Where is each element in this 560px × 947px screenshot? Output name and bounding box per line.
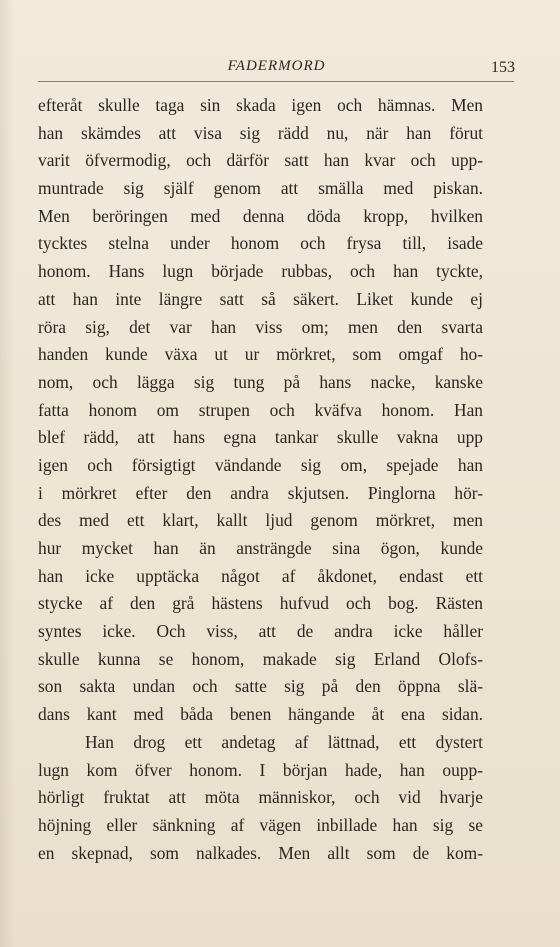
text-line: han icke upptäcka något af åkdonet, endast ett: [38, 565, 483, 586]
text-line: han skämdes att visa sig rädd nu, när han förut: [38, 122, 483, 143]
header-rule: [38, 81, 514, 82]
text-line: i mörkret efter den andra skjutsen. Pinglorna hör-: [38, 482, 483, 503]
text-line: en skepnad, som nalkades. Men allt som de kom-: [38, 842, 483, 863]
text-line: igen och försigtigt vändande sig om, spejade han: [38, 454, 483, 475]
text-line: lugn kom öfver honom. I början hade, han oupp-: [38, 759, 483, 780]
text-line: att han inte längre satt så säkert. Liket kunde ej: [38, 288, 483, 309]
text-line: muntrade sig själf genom att smälla med piskan.: [38, 178, 483, 199]
body-text: [38, 92, 483, 867]
running-head: FADERMORD: [227, 58, 326, 74]
text-line: dans kant med båda benen hängande åt ena sidan.: [38, 704, 483, 725]
text-line: Men beröringen med denna döda kropp, hvilken: [38, 205, 483, 226]
text-line: efteråt skulle taga sin skada igen och hämnas. Men: [38, 95, 483, 115]
text-line: höjning eller sänkning af vägen inbillade han sig se: [38, 814, 483, 835]
text-line: nom, och lägga sig tung på hans nacke, kanske: [38, 371, 483, 392]
text-line: Han drog ett andetag af lättnad, ett dystert: [85, 731, 483, 752]
text-line: tycktes stelna under honom och frysa till, isade: [38, 233, 483, 254]
text-line: varit öfvermodig, och därför satt han kvar och upp-: [38, 150, 483, 171]
text-line: des med ett klart, kallt ljud genom mörkret, men: [38, 510, 483, 531]
text-line: honom. Hans lugn började rubbas, och han tyckte,: [38, 261, 483, 282]
text-line: syntes icke. Och viss, att de andra icke håller: [38, 621, 483, 642]
text-line: skulle kunna se honom, makade sig Erland Olofs-: [38, 648, 483, 669]
text-line: röra sig, det var han viss om; men den svarta: [38, 316, 483, 337]
page-header: [38, 58, 515, 82]
text-line: son sakta undan och satte sig på den öppna slä-: [38, 676, 483, 697]
text-line: hur mycket han än ansträngde sina ögon, kunde: [38, 538, 483, 558]
page-number: 153: [491, 59, 515, 76]
text-line: blef rädd, att hans egna tankar skulle vakna upp: [38, 427, 483, 448]
text-line: handen kunde växa ut ur mörkret, som omgaf ho-: [38, 344, 483, 365]
text-line: hörligt fruktat att möta människor, och vid hvarje: [38, 787, 483, 808]
text-line: stycke af den grå hästens hufvud och bog. Rästen: [38, 593, 483, 614]
text-line: fatta honom om strupen och kväfva honom. Han: [38, 399, 483, 420]
